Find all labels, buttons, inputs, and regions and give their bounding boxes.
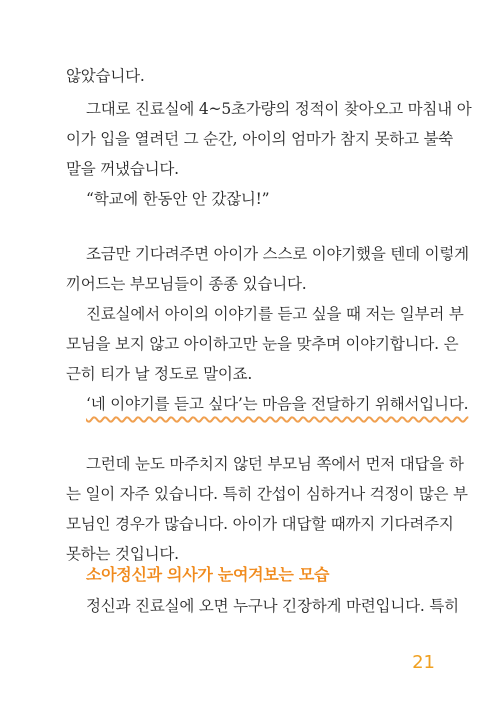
highlighted-sentence [86, 394, 469, 414]
page-number: 21 [412, 652, 435, 673]
body-text-line: 모님을 보지 않고 아이하고만 눈을 맞추며 이야기합니다. 은 [66, 335, 459, 353]
body-text-line: 이가 입을 열려던 그 순간, 아이의 엄마가 참지 못하고 불쑥 [66, 130, 454, 148]
wavy-underline-text: ‘네 이야기를 듣고 싶다’는 마음을 전달하기 위해서입니다. [86, 395, 469, 413]
body-text-line: 조금만 기다려주면 아이가 스스로 이야기했을 텐데 이렇게 [86, 245, 469, 263]
section-heading: 소아정신과 의사가 눈여겨보는 모습 [86, 565, 330, 584]
body-text-line: 근히 티가 날 정도로 말이죠. [66, 365, 253, 383]
body-text-line: 않았습니다. [66, 67, 145, 85]
body-text-line: 모님인 경우가 많습니다. 아이가 대답할 때까지 기다려주지 [66, 515, 454, 533]
body-text-line: 말을 꺼냈습니다. [66, 160, 179, 178]
body-text-line: 끼어드는 부모님들이 종종 있습니다. [66, 275, 307, 293]
body-text-line: 못하는 것입니다. [66, 545, 179, 563]
body-text-line: 는 일이 자주 있습니다. 특히 간섭이 심하거나 걱정이 많은 부 [66, 485, 468, 503]
dialogue-quote: “학교에 한동안 안 갔잖니!” [86, 190, 270, 208]
body-text-line: 그대로 진료실에 4~5초가량의 정적이 찾아오고 마침내 아 [86, 100, 472, 118]
body-text-line: 진료실에서 아이의 이야기를 듣고 싶을 때 저는 일부러 부 [86, 305, 464, 323]
body-text-line: 그런데 눈도 마주치지 않던 부모님 쪽에서 먼저 대답을 하 [86, 455, 464, 473]
body-text-line: 정신과 진료실에 오면 누구나 긴장하게 마련입니다. 특히 [86, 597, 459, 615]
